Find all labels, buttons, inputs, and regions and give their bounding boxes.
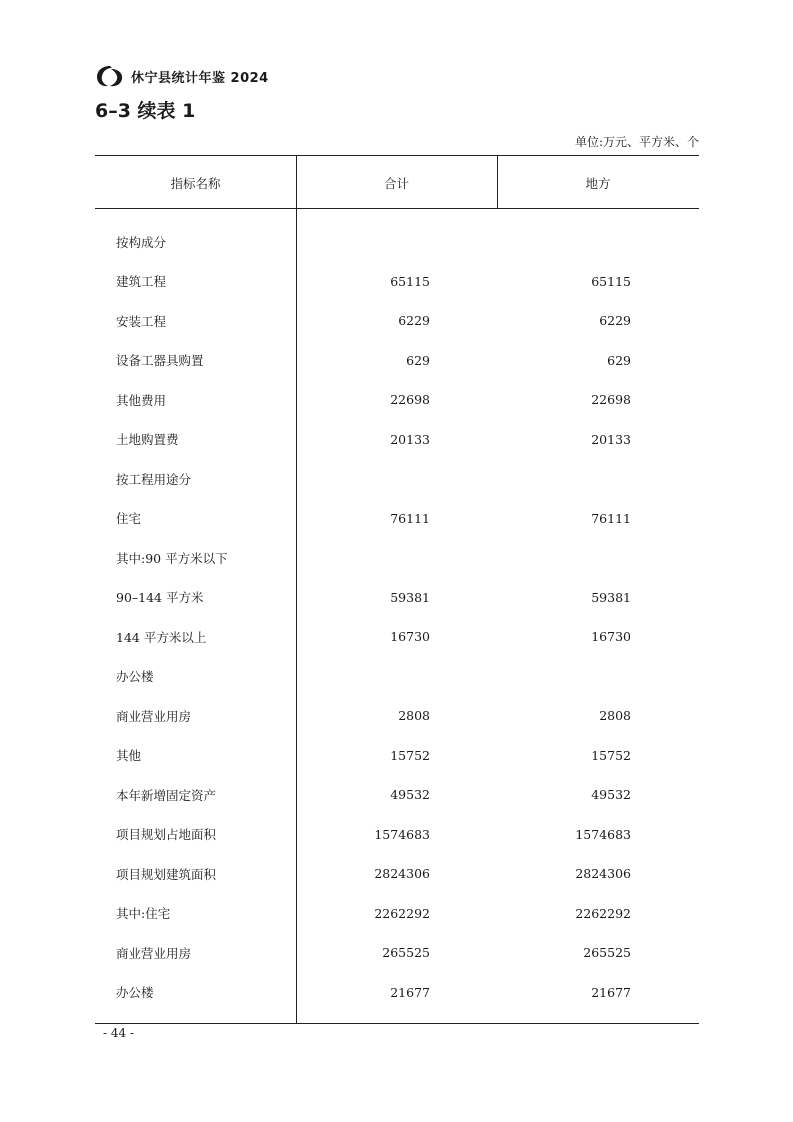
- table-row: [95, 499, 699, 539]
- row-local: 59381: [591, 589, 631, 605]
- row-total: 15752: [390, 747, 430, 763]
- table-row: [95, 380, 699, 420]
- row-name: 安装工程: [116, 313, 167, 329]
- row-total: 629: [406, 352, 430, 368]
- row-name: 其他费用: [116, 392, 167, 408]
- table-row: [95, 815, 699, 855]
- row-local: 76111: [591, 510, 631, 526]
- row-local: 20133: [591, 431, 631, 447]
- yearbook-logo-icon: [95, 63, 125, 89]
- row-name: 建筑工程: [116, 274, 167, 290]
- row-name: 住宅: [116, 511, 142, 527]
- table-body: [95, 222, 699, 1012]
- row-name: 按工程用途分: [116, 471, 192, 487]
- table-row: [95, 894, 699, 934]
- row-total: 22698: [390, 392, 430, 408]
- row-local: 2808: [599, 708, 631, 724]
- row-total: 16730: [390, 629, 430, 645]
- row-local: 629: [607, 352, 631, 368]
- table-row: [95, 775, 699, 815]
- row-name: 商业营业用房: [116, 708, 192, 724]
- row-total: 65115: [390, 273, 430, 289]
- row-total: 1574683: [374, 826, 430, 842]
- row-total: 2808: [398, 708, 430, 724]
- row-local: 1574683: [575, 826, 631, 842]
- row-name: 按构成分: [116, 234, 167, 250]
- row-name: 其他: [116, 748, 142, 764]
- row-total: 49532: [390, 787, 430, 803]
- row-total: 21677: [390, 984, 430, 1000]
- row-total: 20133: [390, 431, 430, 447]
- column-header-local: 地方: [585, 176, 611, 191]
- row-local: 6229: [599, 313, 631, 329]
- row-name: 本年新增固定资产: [116, 787, 217, 803]
- column-header-total: 合计: [383, 176, 409, 191]
- column-header-indicator: 指标名称: [170, 176, 221, 191]
- unit-label: 单位:万元、平方米、个: [574, 135, 699, 149]
- row-local: 2824306: [575, 866, 631, 882]
- row-local: 16730: [591, 629, 631, 645]
- table-top-rule: [95, 155, 699, 156]
- row-total: 59381: [390, 589, 430, 605]
- table-title: 6–3 续表 1: [95, 100, 196, 122]
- row-local: 65115: [591, 273, 631, 289]
- row-name: 其中:90 平方米以下: [116, 550, 228, 566]
- row-local: 2262292: [575, 905, 631, 921]
- table-row: [95, 459, 699, 499]
- row-name: 办公楼: [116, 985, 154, 1001]
- table-row: [95, 736, 699, 776]
- row-total: 2824306: [374, 866, 430, 882]
- table-bottom-rule: [95, 1023, 699, 1024]
- row-local: 21677: [591, 984, 631, 1000]
- row-name: 其中:住宅: [116, 906, 171, 922]
- row-total: 2262292: [374, 905, 430, 921]
- table-row: [95, 933, 699, 973]
- row-name: 设备工器具购置: [116, 353, 204, 369]
- row-name: 办公楼: [116, 669, 154, 685]
- row-total: 265525: [382, 945, 430, 961]
- table-row: [95, 696, 699, 736]
- row-local: 49532: [591, 787, 631, 803]
- table-row: [95, 538, 699, 578]
- row-local: 265525: [583, 945, 631, 961]
- row-name: 土地购置费: [116, 432, 179, 448]
- page-header: [95, 62, 269, 90]
- book-title: 休宁县统计年鉴 2024: [131, 70, 269, 86]
- table-row: [95, 578, 699, 618]
- table-row: [95, 341, 699, 381]
- page-number: - 44 -: [103, 1026, 135, 1040]
- table-row: [95, 262, 699, 302]
- table-row: [95, 854, 699, 894]
- table-row: [95, 301, 699, 341]
- table-row: [95, 973, 699, 1013]
- row-name: 项目规划建筑面积: [116, 866, 217, 882]
- row-local: 15752: [591, 747, 631, 763]
- row-total: 6229: [398, 313, 430, 329]
- row-name: 90–144 平方米: [116, 590, 204, 606]
- table-row: [95, 617, 699, 657]
- table-header-rule: [95, 208, 699, 209]
- row-name: 项目规划占地面积: [116, 827, 217, 843]
- row-name: 144 平方米以上: [116, 629, 207, 645]
- table-row: [95, 420, 699, 460]
- row-name: 商业营业用房: [116, 945, 192, 961]
- row-total: 76111: [390, 510, 430, 526]
- table-row: [95, 657, 699, 697]
- row-local: 22698: [591, 392, 631, 408]
- table-row: [95, 222, 699, 262]
